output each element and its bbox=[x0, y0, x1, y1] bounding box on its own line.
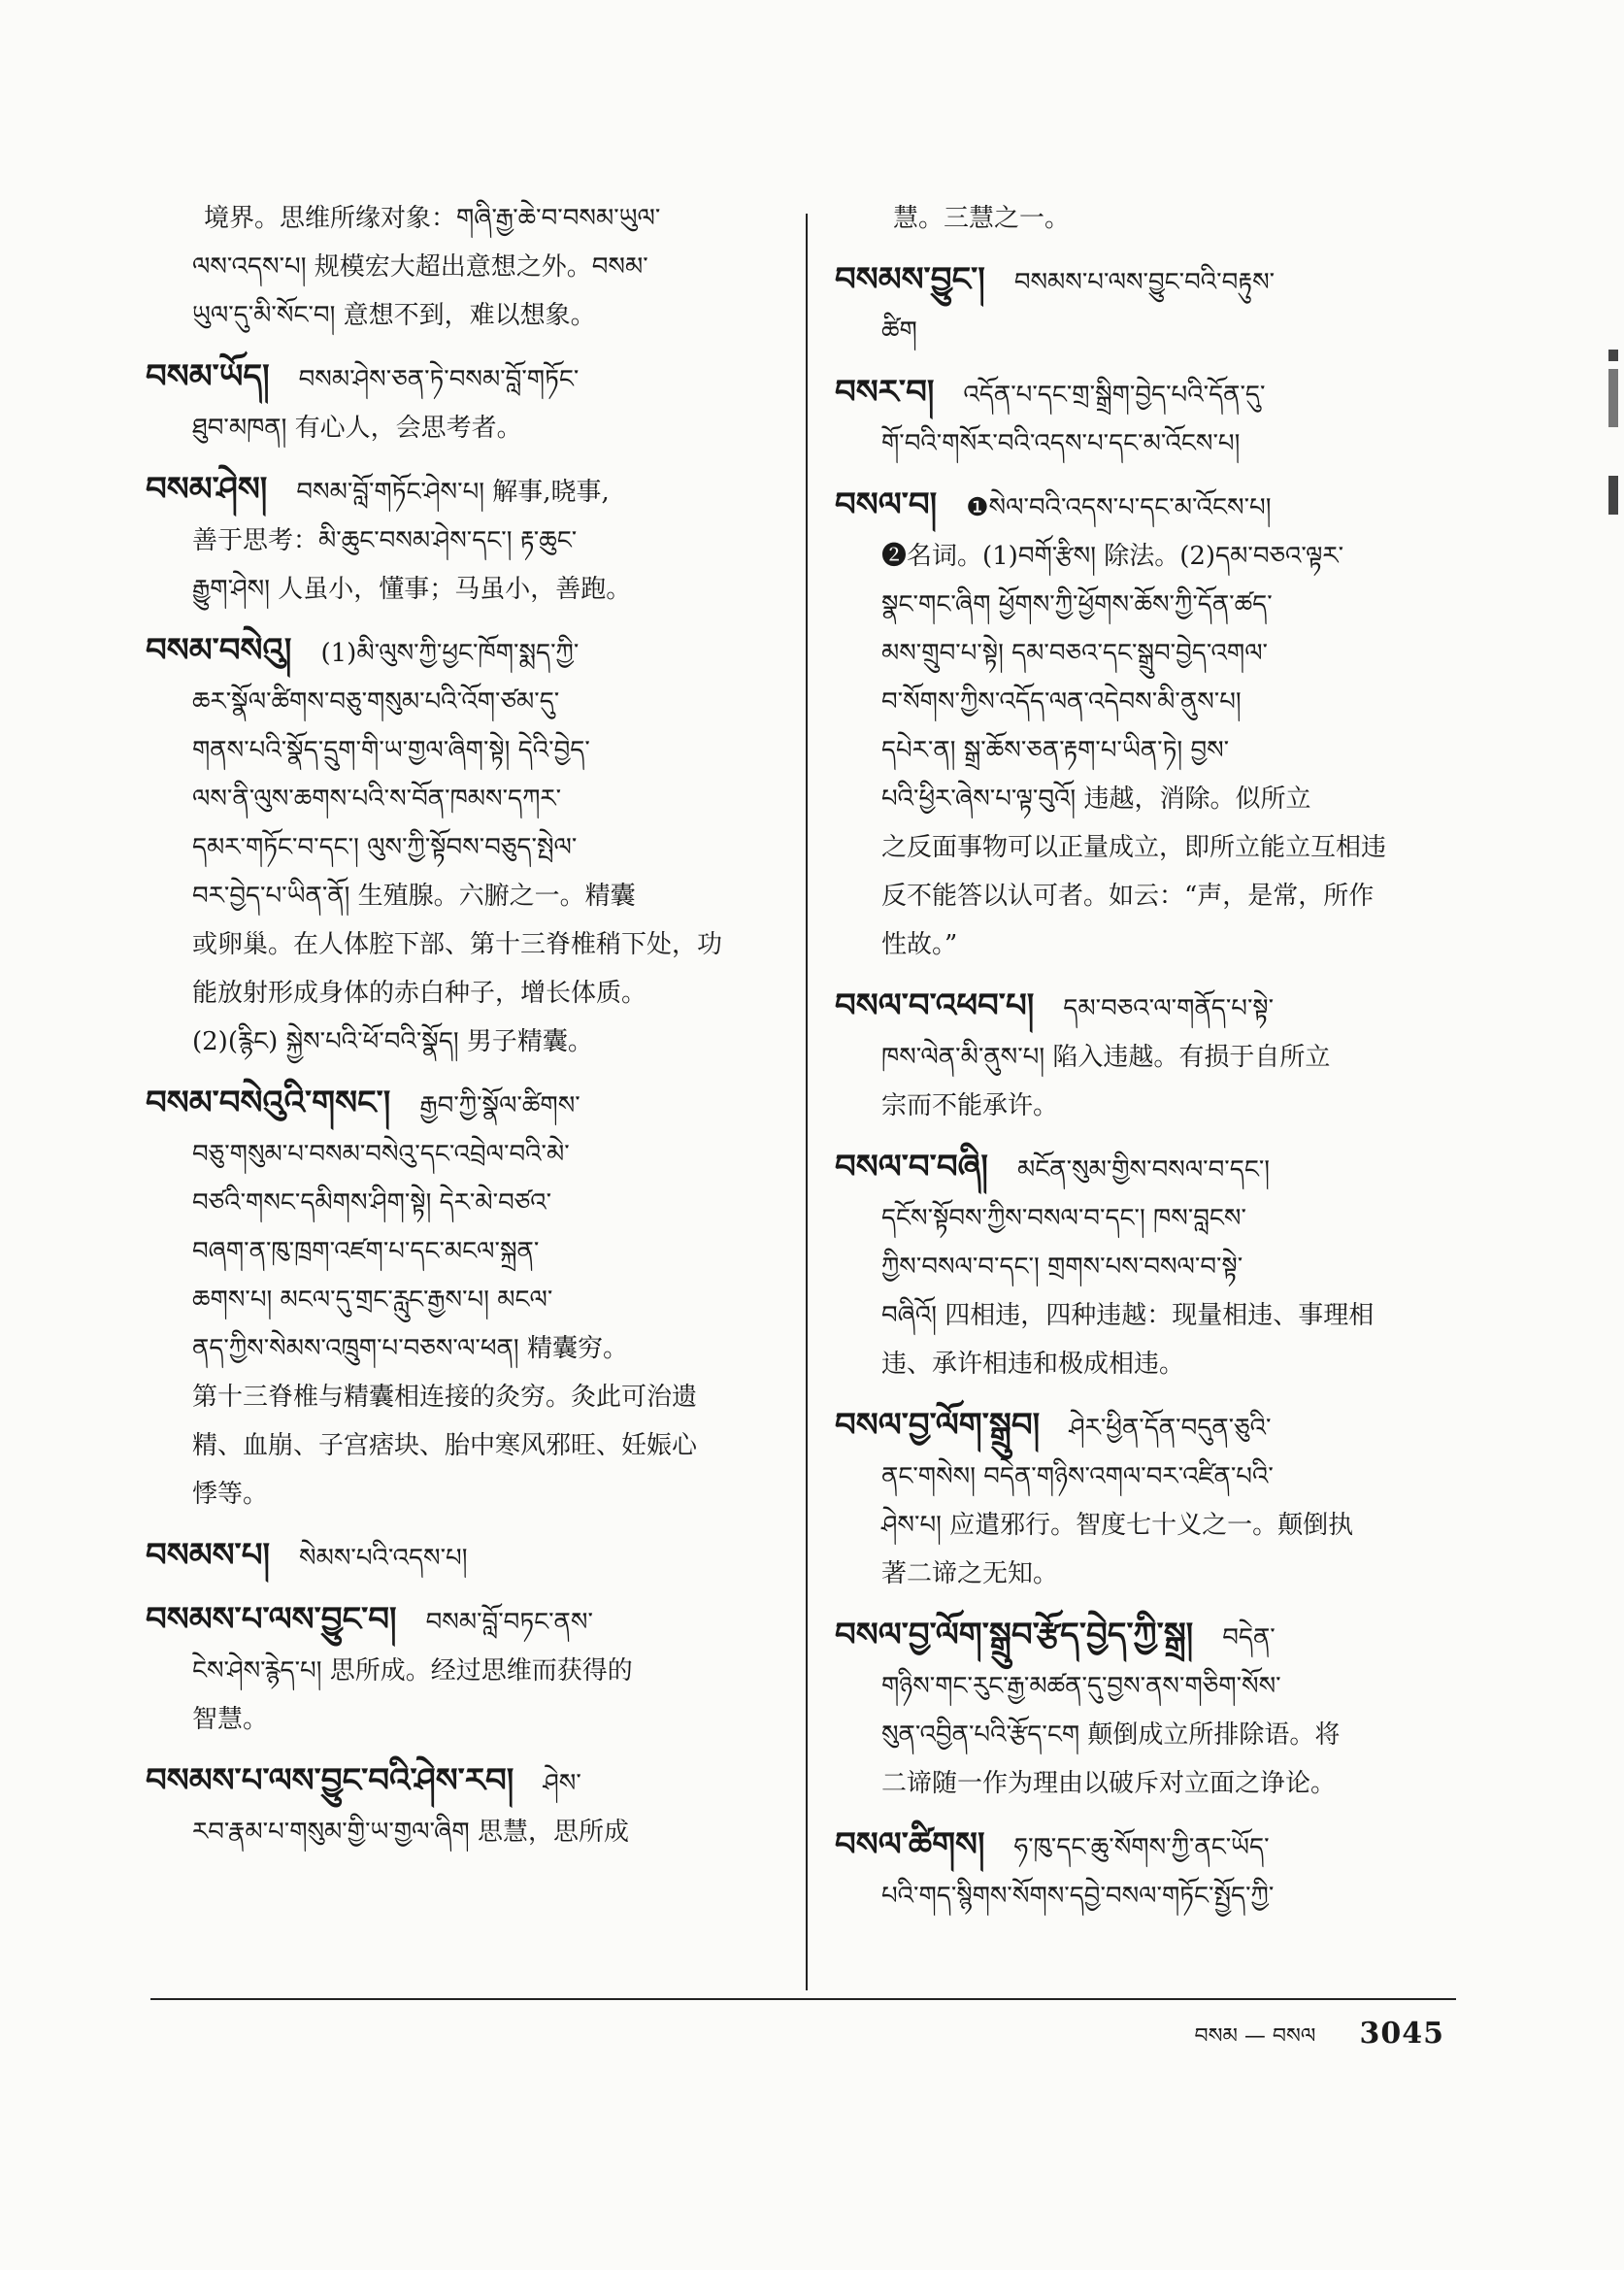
entry-text: 或卵巢。在人体腔下部、第十三脊椎稍下处，功 bbox=[192, 930, 723, 959]
entry-line bbox=[146, 726, 786, 775]
entry-line bbox=[835, 419, 1466, 468]
entry-text: 著二谛之无知。 bbox=[881, 1559, 1059, 1588]
entry-text: (2)(རྙིང) སྐྱེས་པའི་ཕོ་བའི་སྣོད། 男子精囊。 bbox=[192, 1027, 593, 1056]
entry-text: དངོས་སྟོབས་ཀྱིས་བསལ་བ་དང་། ཁས་བླངས་ bbox=[881, 1204, 1246, 1233]
entry-line bbox=[146, 1018, 786, 1066]
entry-text: ཡུལ་དུ་མི་སོང་བ། 意想不到，难以想象。 bbox=[192, 301, 596, 330]
entry-text: 慧。三慧之一。 bbox=[893, 204, 1071, 233]
entry-line bbox=[835, 256, 1466, 307]
entry-text: བཙའི་གསང་དམིགས་ཤིག་སྟེ། དེར་མེ་བཙའ་ bbox=[192, 1188, 552, 1218]
dictionary-entry bbox=[146, 353, 786, 452]
entry-text: མས་གྲུབ་པ་སྟེ། དམ་བཅའ་དང་སྒྲུབ་བྱེད་འགལ་ bbox=[881, 639, 1269, 668]
entry-text: ཐུབ་མཁན། 有心人，会思考者。 bbox=[192, 414, 522, 443]
entry-text: 悸等。 bbox=[192, 1480, 269, 1509]
entry-line bbox=[146, 920, 786, 969]
dictionary-entry bbox=[146, 1757, 786, 1856]
page-number: 3045 bbox=[1359, 2017, 1444, 2051]
entry-headword: བསལ་བ་འཕབ་པ། bbox=[835, 986, 1035, 1025]
entry-line bbox=[146, 1757, 786, 1808]
entry-line bbox=[146, 291, 786, 340]
entry-line bbox=[835, 983, 1466, 1033]
entry-line bbox=[835, 1194, 1466, 1243]
entry-line bbox=[835, 1243, 1466, 1291]
dictionary-entry bbox=[835, 369, 1466, 468]
entry-line bbox=[146, 1227, 786, 1276]
entry-headword: བསལ་བ། bbox=[835, 485, 938, 524]
entry-text: ངེས་ཤེས་རྙེད་པ། 思所成。经过思维而获得的 bbox=[192, 1656, 633, 1686]
entry-line bbox=[146, 1421, 786, 1470]
entry-text: ཤེས་ bbox=[543, 1769, 581, 1798]
entry-text: མངོན་སུམ་གྱིས་བསལ་བ་དང་། bbox=[1016, 1155, 1271, 1185]
entry-headword: བསལ་བྱ་ལོག་སྒྲུབ། bbox=[835, 1406, 1041, 1445]
entry-line bbox=[146, 678, 786, 726]
dictionary-entry bbox=[146, 194, 786, 340]
dictionary-entry bbox=[146, 627, 786, 1066]
entry-text: སེམས་པའི་འདས་པ། bbox=[299, 1544, 468, 1573]
entry-text: གནས་པའི་སྣོད་དྲུག་གི་ཡ་གྱལ་ཞིག་སྟེ། དེའི་བྱེད་ bbox=[192, 736, 590, 765]
entry-text: སུན་འབྱིན་པའི་རྩོད་ངག 颠倒成立所排除语。将 bbox=[881, 1720, 1341, 1750]
entry-line bbox=[835, 726, 1466, 775]
entry-text: 善于思考：མི་ཆུང་བསམ་ཤེས་དང་། རྟ་ཆུང་ bbox=[192, 526, 578, 555]
entry-text: དམ་བཅའ་ལ་གནོད་པ་སྟེ་ bbox=[1063, 994, 1275, 1023]
entry-line bbox=[146, 1080, 786, 1130]
page-range: བསམ — བསལ bbox=[1194, 2024, 1316, 2049]
entry-text: རྒྱབ་ཀྱི་སྣོལ་ཚིགས་ bbox=[419, 1091, 580, 1120]
entry-text: བདེན་ bbox=[1222, 1623, 1276, 1652]
entry-line bbox=[835, 1452, 1466, 1501]
entry-text: རབ་རྣམ་པ་གསུམ་གྱི་ཡ་གྱལ་ཞིག 思慧，思所成 bbox=[192, 1818, 629, 1847]
entry-line bbox=[835, 1144, 1466, 1194]
entry-headword: བསམས་པ་ལས་བྱུང་བའི་ཤེས་རབ། bbox=[146, 1761, 514, 1800]
entry-text: ཤེར་ཕྱིན་དོན་བདུན་ཅུའི་ bbox=[1069, 1414, 1272, 1443]
entry-line bbox=[835, 532, 1466, 581]
entry-line bbox=[835, 920, 1466, 969]
entry-line bbox=[835, 369, 1466, 419]
entry-text: 能放射形成身体的赤白种子，增长体质。 bbox=[192, 979, 647, 1008]
entry-line bbox=[835, 823, 1466, 872]
entry-text: 精、血崩、子宫痞块、胎中寒风邪旺、妊娠心 bbox=[192, 1431, 698, 1460]
entry-line bbox=[835, 1872, 1466, 1920]
entry-text: བར་བྱེད་པ་ཡིན་ནོ། 生殖腺。六腑之一。精囊 bbox=[192, 882, 636, 911]
entry-line bbox=[146, 969, 786, 1018]
entry-line bbox=[146, 1276, 786, 1324]
entry-line bbox=[835, 1711, 1466, 1759]
entry-line bbox=[146, 872, 786, 920]
entry-line bbox=[146, 1324, 786, 1373]
entry-text: པའི་གད་སྙིགས་སོགས་དབྱེ་བསལ་གཏོང་སྤྱོད་ཀྱི་ bbox=[881, 1882, 1275, 1911]
entry-line bbox=[146, 1596, 786, 1647]
dictionary-entry bbox=[835, 194, 1466, 243]
entry-text: 之反面事物可以正量成立，即所立能立互相违 bbox=[881, 833, 1387, 862]
entry-line bbox=[146, 466, 786, 517]
entry-text: 性故。” bbox=[881, 930, 958, 959]
left-column bbox=[146, 194, 786, 1870]
edge-mark bbox=[1608, 350, 1618, 361]
entry-line bbox=[835, 1340, 1466, 1388]
entry-line bbox=[146, 565, 786, 614]
entry-line bbox=[146, 353, 786, 404]
entry-text: འདོན་པ་དང་གྲ་སྒྲིག་བྱེད་པའི་དོན་དུ་ bbox=[963, 381, 1266, 410]
entry-text: སྣང་གང་ཞིག ཕྱོགས་ཀྱི་ཕྱོགས་ཆོས་ཀྱི་དོན་ཚད་ bbox=[881, 590, 1273, 619]
entry-text: དམར་གཏོང་བ་དང་། ལུས་ཀྱི་སྟོབས་བཅུད་སྤེལ་ bbox=[192, 833, 578, 862]
entry-line bbox=[835, 1501, 1466, 1550]
page-footer bbox=[1195, 2012, 1444, 2072]
entry-text: ནང་གསེས། བདེན་གཉིས་འགལ་བར་འཛིན་པའི་ bbox=[881, 1462, 1274, 1491]
entry-line bbox=[835, 629, 1466, 678]
entry-line bbox=[146, 823, 786, 872]
entry-line bbox=[835, 872, 1466, 920]
entry-line bbox=[835, 1821, 1466, 1872]
dictionary-entry bbox=[835, 482, 1466, 969]
dictionary-entry bbox=[835, 256, 1466, 355]
entry-line bbox=[146, 194, 786, 243]
entry-text: རྒྱུག་ཤེས། 人虽小，懂事；马虽小，善跑。 bbox=[192, 575, 632, 604]
entry-line bbox=[835, 775, 1466, 823]
column-divider bbox=[806, 214, 808, 1990]
dictionary-entry bbox=[146, 466, 786, 614]
entry-text: བསམ་བློ་བཏང་ནས་ bbox=[425, 1608, 593, 1637]
entry-text: ལས་ནི་ལུས་ཆགས་པའི་ས་བོན་ཁམས་དཀར་ bbox=[192, 784, 562, 814]
entry-headword: བསར་བ། bbox=[835, 373, 935, 412]
entry-text: ཧ་ཁུ་དང་ཆུ་སོགས་ཀྱི་ནང་ཡོད་ bbox=[1013, 1833, 1270, 1862]
entry-text: ནད་ཀྱིས་སེམས་འཁྲུག་པ་བཅས་ལ་ཕན། 精囊穷。 bbox=[192, 1334, 628, 1363]
entry-text: བསམས་པ་ལས་བྱུང་བའི་བརྟུས་ bbox=[1013, 268, 1276, 297]
entry-text: གཉིས་གང་རུང་རྒྱ་མཚན་དུ་བྱས་ནས་གཅིག་སོས་ bbox=[881, 1672, 1281, 1701]
entry-headword: བསམ་ཤེས། bbox=[146, 470, 268, 509]
entry-text: བསམ་བློ་གཏོང་ཤེས་པ། 解事,晓事, bbox=[296, 478, 610, 507]
entry-line bbox=[146, 1179, 786, 1227]
entry-headword: བསམས་པ་ལས་བྱུང་བ། bbox=[146, 1600, 397, 1639]
entry-text: 境界。思维所缘对象：གཞི་རྒྱ་ཆེ་བ་བསམ་ཡུལ་ bbox=[204, 204, 661, 233]
entry-line bbox=[146, 627, 786, 678]
dictionary-entry bbox=[835, 1402, 1466, 1598]
entry-text: བཞིའོ། 四相违，四种违越：现量相违、事理相 bbox=[881, 1301, 1375, 1330]
dictionary-entry bbox=[835, 1821, 1466, 1920]
entry-text: བསམ་ཤེས་ཅན་ཏེ་བསམ་བློ་གཏོང་ bbox=[298, 365, 580, 394]
entry-text: བཞག་ན་ཁུ་ཁྲག་འཛག་པ་དང་མངལ་སྐྲན་ bbox=[192, 1237, 540, 1266]
entry-text: 第十三脊椎与精囊相连接的灸穷。灸此可治遗 bbox=[192, 1383, 698, 1412]
entry-line bbox=[835, 1662, 1466, 1711]
entry-text: ❷名词。(1)བགོ་རྩིས། 除法。(2)དམ་བཅའ་ལྟར་ bbox=[881, 542, 1344, 571]
entry-line bbox=[146, 1130, 786, 1179]
entry-line bbox=[146, 404, 786, 452]
entry-text: དཔེར་ན། སྒྲ་ཆོས་ཅན་རྟག་པ་ཡིན་ཏེ། བྱས་ bbox=[881, 736, 1230, 765]
entry-line bbox=[835, 1082, 1466, 1130]
entry-text: བཅུ་གསུམ་པ་བསམ་བསེའུ་དང་འབྲེལ་བའི་མེ་ bbox=[192, 1140, 570, 1169]
entry-line bbox=[146, 1470, 786, 1519]
entry-line bbox=[835, 678, 1466, 726]
dictionary-entry bbox=[146, 1080, 786, 1519]
entry-line bbox=[146, 1647, 786, 1695]
entry-headword: བསལ་བ་བཞི། bbox=[835, 1148, 988, 1186]
entry-headword: བསལ་ཚིགས། bbox=[835, 1825, 985, 1864]
entry-text: 二谛随一作为理由以破斥对立面之诤论。 bbox=[881, 1769, 1337, 1798]
entry-text: ཤེས་པ། 应遣邪行。智度七十义之一。颠倒执 bbox=[881, 1511, 1354, 1540]
entry-text: 宗而不能承许。 bbox=[881, 1091, 1059, 1120]
entry-headword: བསམ་ཡོད། bbox=[146, 357, 270, 396]
entry-line bbox=[835, 1759, 1466, 1808]
entry-line bbox=[146, 775, 786, 823]
entry-line bbox=[146, 1532, 786, 1583]
entry-headword: བསམས་པ། bbox=[146, 1536, 271, 1575]
footer-rule bbox=[150, 1998, 1456, 2000]
entry-line bbox=[835, 1033, 1466, 1082]
entry-headword: བསལ་བྱ་ལོག་སྒྲུབ་རྩོད་བྱེད་ཀྱི་སྒྲ། bbox=[835, 1616, 1194, 1654]
entry-line bbox=[835, 194, 1466, 243]
entry-line bbox=[146, 517, 786, 565]
entry-line bbox=[835, 482, 1466, 532]
entry-line bbox=[146, 1695, 786, 1744]
entry-text: པའི་ཕྱིར་ཞེས་པ་ལྟ་བུའོ། 违越，消除。似所立 bbox=[881, 784, 1311, 814]
entry-line bbox=[835, 1550, 1466, 1598]
entry-line bbox=[835, 1612, 1466, 1662]
entry-text: ཆར་སྣོལ་ཚིགས་བཅུ་གསུམ་པའི་འོག་ཙམ་དུ་ bbox=[192, 687, 560, 717]
entry-line bbox=[146, 243, 786, 291]
dictionary-entry bbox=[835, 1612, 1466, 1808]
edge-mark bbox=[1608, 369, 1618, 427]
entry-text: 违、承许相违和极成相违。 bbox=[881, 1350, 1185, 1379]
entry-headword: བསམ་བསེའུ། bbox=[146, 631, 292, 670]
dictionary-entry bbox=[835, 1144, 1466, 1388]
entry-line bbox=[835, 1291, 1466, 1340]
dictionary-entry bbox=[835, 983, 1466, 1130]
entry-line bbox=[835, 307, 1466, 355]
entry-text: ཚིག bbox=[881, 317, 917, 346]
entry-headword: བསམ་བསེའུའི་གསང་། bbox=[146, 1084, 391, 1122]
entry-text: བ་སོགས་ཀྱིས་འདོད་ལན་འདེབས་མི་ནུས་པ། bbox=[881, 687, 1242, 717]
entry-text: ཁས་ལེན་མི་ནུས་པ། 陷入违越。有损于自所立 bbox=[881, 1043, 1331, 1072]
entry-text: 反不能答以认可者。如云：“声，是常，所作 bbox=[881, 882, 1375, 911]
right-column bbox=[835, 194, 1466, 1934]
entry-text: གོ་བའི་གསོར་བའི་འདས་པ་དང་མ་འོངས་པ། bbox=[881, 429, 1241, 458]
entry-line bbox=[146, 1373, 786, 1421]
entry-line bbox=[835, 1402, 1466, 1452]
entry-text: ཆགས་པ། མངལ་དུ་གྲང་རླུང་རྒྱས་པ། མངལ་ bbox=[192, 1285, 553, 1315]
entry-text: ཀྱིས་བསལ་བ་དང་། གྲགས་པས་བསལ་བ་སྟེ་ bbox=[881, 1252, 1243, 1282]
edge-mark bbox=[1608, 476, 1618, 515]
entry-text: (1)མི་ལུས་ཀྱི་ཕྱང་ཁོག་སྨད་ཀྱི་ bbox=[320, 639, 580, 668]
entry-text: 智慧。 bbox=[192, 1705, 269, 1734]
entry-line bbox=[835, 581, 1466, 629]
entry-headword: བསམས་བྱུང་། bbox=[835, 260, 985, 299]
entry-line bbox=[146, 1808, 786, 1856]
entry-text: ལས་འདས་པ། 规模宏大超出意想之外。བསམ་ bbox=[192, 252, 648, 282]
entry-text: ❶སེལ་བའི་འདས་པ་དང་མ་འོངས་པ། bbox=[966, 493, 1272, 522]
dictionary-entry bbox=[146, 1596, 786, 1744]
dictionary-entry bbox=[146, 1532, 786, 1583]
